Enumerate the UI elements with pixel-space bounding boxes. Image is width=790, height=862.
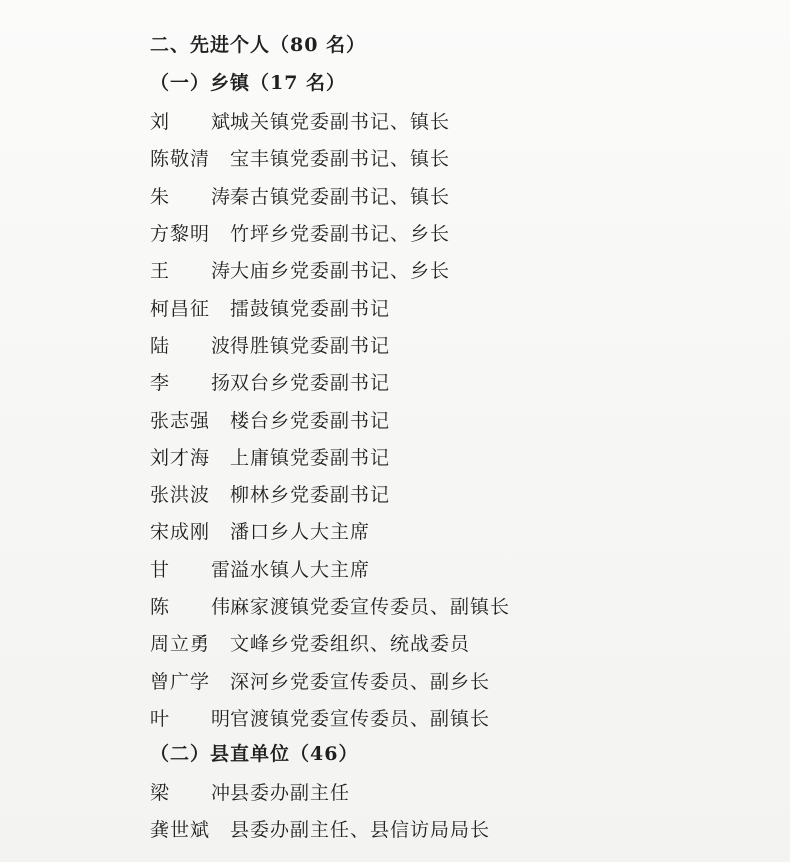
person-title: 溢水镇人大主席 [230, 558, 371, 581]
person-title: 县委办副主任、县信访局局长 [230, 819, 491, 842]
person-name: 宋成刚 [150, 521, 211, 544]
person-name: 周立勇 [150, 633, 211, 656]
list-item [150, 251, 750, 288]
list-item [150, 400, 750, 437]
person-name: 柯昌征 [150, 297, 211, 320]
list-item [150, 810, 750, 847]
person-title: 得胜镇党委副书记 [230, 334, 391, 357]
person-title: 城关镇党委副书记、镇长 [230, 111, 451, 134]
list-item [150, 214, 750, 251]
person-name: 张志强 [150, 409, 211, 432]
person-name: 刘才海 [150, 446, 211, 469]
subsection-county-units [150, 736, 750, 848]
list-item [150, 326, 750, 363]
person-title: 麻家渡镇党委宣传委员、副镇长 [230, 596, 511, 618]
list-item [150, 363, 750, 400]
person-name: 龚世斌 [150, 819, 211, 842]
person-title: 文峰乡党委组织、统战委员 [230, 633, 471, 656]
person-title: 楼台乡党委副书记 [230, 409, 391, 432]
person-title: 宝丰镇党委副书记、镇长 [230, 148, 451, 171]
person-name: 叶 明 [150, 707, 249, 730]
person-title: 柳林乡党委副书记 [230, 484, 391, 507]
list-item [150, 773, 750, 810]
list-item [150, 288, 750, 325]
list-item [150, 550, 750, 587]
person-title: 上庸镇党委副书记 [230, 446, 391, 469]
list-item [150, 139, 750, 176]
list-item [150, 699, 750, 736]
person-title: 官渡镇党委宣传委员、副镇长 [230, 707, 491, 730]
person-title: 潘口乡人大主席 [230, 521, 371, 544]
person-name: 陈敬清 [150, 148, 211, 171]
person-name: 梁 冲 [150, 782, 249, 805]
person-name: 朱 涛 [150, 185, 249, 208]
list-item [150, 624, 750, 661]
person-title: 擂鼓镇党委副书记 [230, 297, 391, 320]
person-name: 陆 波 [150, 334, 249, 357]
list-item [150, 475, 750, 512]
person-title: 县委办副主任 [230, 782, 351, 805]
person-title: 秦古镇党委副书记、镇长 [230, 185, 451, 208]
document-content [150, 25, 750, 848]
person-name: 张洪波 [150, 484, 211, 507]
person-name: 甘 雷 [150, 558, 249, 581]
list-item [150, 177, 750, 214]
person-name: 刘 斌 [150, 111, 249, 134]
list-item [150, 512, 750, 549]
subsection-title-townships: （一）乡镇（17 名） [150, 72, 347, 94]
person-name: 曾广学 [150, 670, 211, 693]
person-title: 竹坪乡党委副书记、乡长 [230, 223, 451, 246]
subsection-title-county-units: （二）县直单位（46） [150, 743, 359, 766]
section-title: 二、先进个人（80 名） [150, 34, 367, 56]
person-title: 深河乡党委宣传委员、副乡长 [230, 670, 491, 693]
person-name: 陈 伟 [150, 596, 249, 618]
subsection-townships [150, 65, 750, 736]
person-name: 李 扬 [150, 372, 249, 395]
person-title: 大庙乡党委副书记、乡长 [230, 260, 451, 283]
person-name: 方黎明 [150, 223, 211, 246]
list-item [150, 102, 750, 139]
person-name: 王 涛 [150, 260, 249, 283]
person-title: 双台乡党委副书记 [230, 372, 391, 395]
list-item [150, 587, 750, 624]
list-item [150, 438, 750, 475]
list-item [150, 661, 750, 698]
